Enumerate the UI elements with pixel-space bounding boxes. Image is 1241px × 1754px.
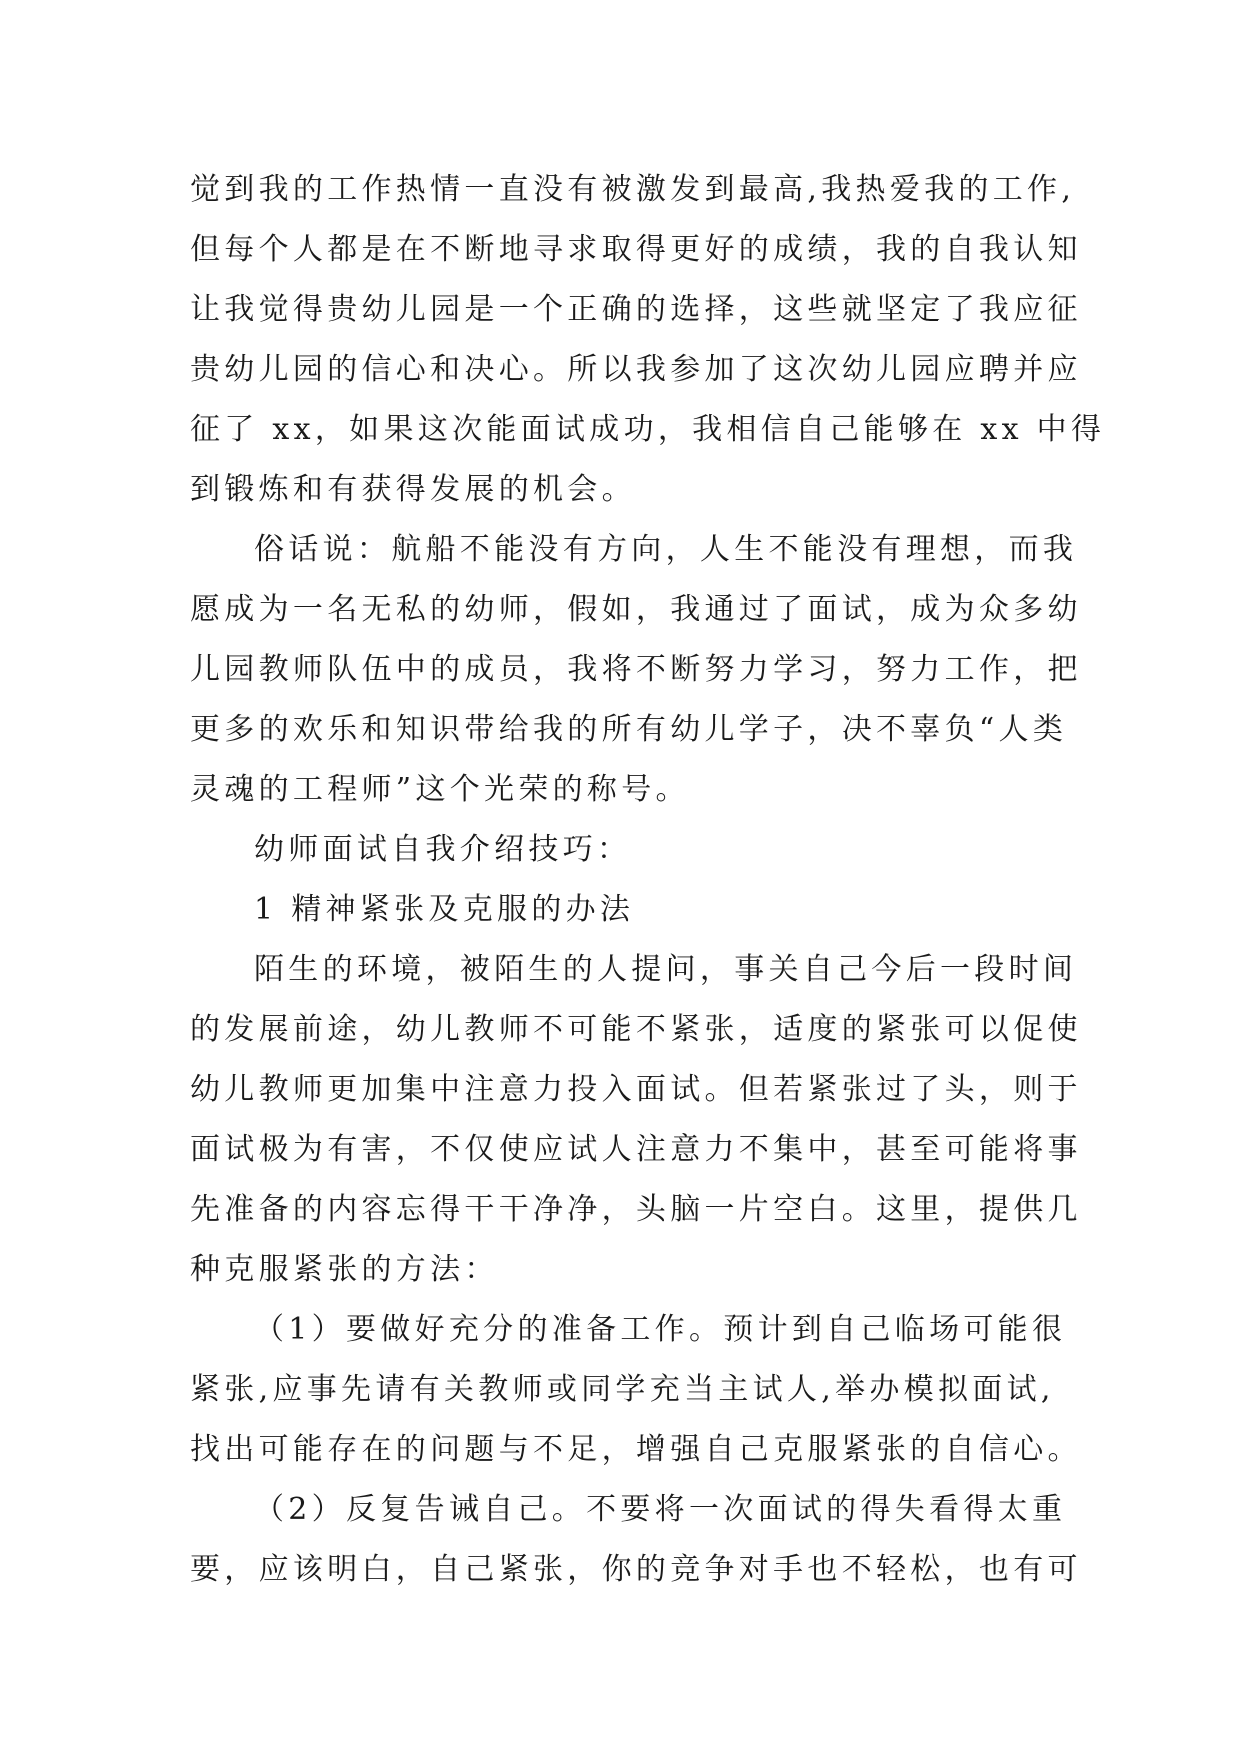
text-line: 幼儿教师更加集中注意力投入面试。但若紧张过了头，则于 — [190, 1072, 1082, 1107]
section-heading: 幼师面试自我介绍技巧： — [254, 832, 632, 867]
text-line: 征了 xx，如果这次能面试成功，我相信自己能够在 xx 中得 — [190, 412, 1106, 447]
subsection-heading: 1 精神紧张及克服的办法 — [254, 892, 635, 927]
text-line: 觉到我的工作热情一直没有被激发到最高,我热爱我的工作, — [190, 172, 1076, 207]
text-line: 灵魂的工程师”这个光荣的称号。 — [190, 772, 690, 807]
text-line: 的发展前途，幼儿教师不可能不紧张，适度的紧张可以促使 — [190, 1012, 1082, 1047]
text-line: 面试极为有害，不仅使应试人注意力不集中，甚至可能将事 — [190, 1132, 1082, 1167]
text-line: 儿园教师队伍中的成员，我将不断努力学习，努力工作，把 — [190, 652, 1082, 687]
text-line: 让我觉得贵幼儿园是一个正确的选择，这些就坚定了我应征 — [190, 292, 1082, 327]
text-line: 要，应该明白，自己紧张，你的竞争对手也不轻松，也有可 — [190, 1552, 1082, 1587]
text-line: 愿成为一名无私的幼师，假如，我通过了面试，成为众多幼 — [190, 592, 1082, 627]
paragraph-first-line: 俗话说：航船不能没有方向，人生不能没有理想，而我 — [254, 532, 1078, 567]
text-line: 但每个人都是在不断地寻求取得更好的成绩，我的自我认知 — [190, 232, 1082, 267]
text-line: 紧张,应事先请有关教师或同学充当主试人,举办模拟面试, — [190, 1372, 1055, 1407]
text-line: 先准备的内容忘得干干净净，头脑一片空白。这里，提供几 — [190, 1192, 1082, 1227]
text-line: 种克服紧张的方法： — [190, 1252, 499, 1287]
text-line: 找出可能存在的问题与不足，增强自己克服紧张的自信心。 — [190, 1432, 1082, 1467]
list-item-first-line: （2）反复告诫自己。不要将一次面试的得失看得太重 — [254, 1492, 1067, 1527]
paragraph-first-line: 陌生的环境，被陌生的人提问，事关自己今后一段时间 — [254, 952, 1078, 987]
list-item-first-line: （1）要做好充分的准备工作。预计到自己临场可能很 — [254, 1312, 1067, 1347]
text-line: 到锻炼和有获得发展的机会。 — [190, 472, 636, 507]
text-line: 贵幼儿园的信心和决心。所以我参加了这次幼儿园应聘并应 — [190, 352, 1082, 387]
text-line: 更多的欢乐和知识带给我的所有幼儿学子，决不辜负“人类 — [190, 712, 1068, 747]
